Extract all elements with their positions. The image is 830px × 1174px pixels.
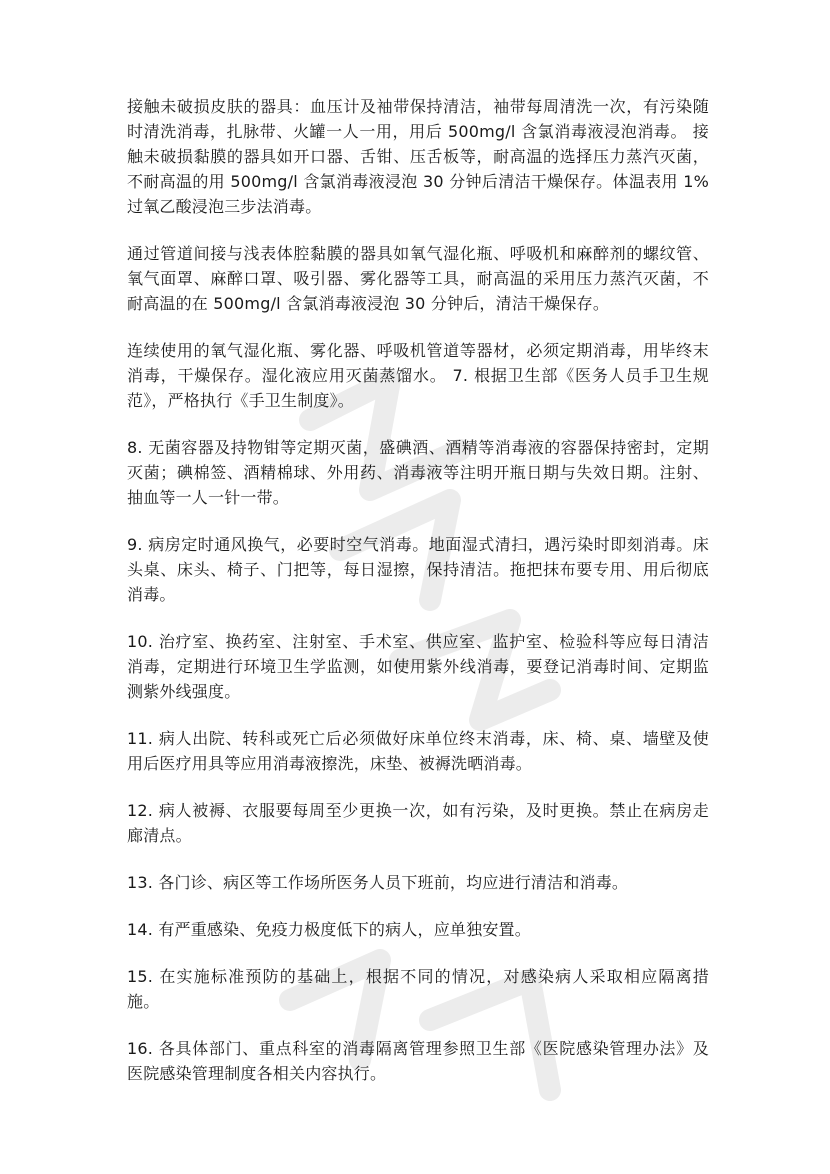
- paragraph-oxygen-humidifier: 连续使用的氧气湿化瓶、雾化器、呼吸机管道等器材，必须定期消毒，用毕终末消毒，干燥保存。湿化液应用灭菌蒸馏水。 7. 根据卫生部《医务人员手卫生规范》，严格执行《手卫生制度》。: [127, 341, 709, 410]
- document-body: [127, 94, 709, 1108]
- paragraph-item-14: 14. 有严重感染、免疫力极度低下的病人，应单独安置。: [127, 920, 531, 939]
- paragraph-item-9: 9. 病房定时通风换气，必要时空气消毒。地面湿式清扫，遇污染时即刻消毒。床头桌、床头、椅子、门把等，每日湿擦，保持清洁。拖把抹布要专用、用后彻底消毒。: [127, 535, 709, 604]
- paragraph-item-12: 12. 病人被褥、衣服要每周至少更换一次，如有污染，及时更换。禁止在病房走廊清点。: [127, 801, 709, 845]
- paragraph-item-10: 10. 治疗室、换药室、注射室、手术室、供应室、监护室、检验科等应每日清洁消毒，定期进行环境卫生学监测，如使用紫外线消毒，要登记消毒时间、定期监测紫外线强度。: [127, 632, 709, 701]
- paragraph-item-13: 13. 各门诊、病区等工作场所医务人员下班前，均应进行清洁和消毒。: [127, 873, 629, 892]
- paragraph-item-16: 16. 各具体部门、重点科室的消毒隔离管理参照卫生部《医院感染管理办法》及医院感染管理制度各相关内容执行。: [127, 1039, 709, 1083]
- paragraph-item-11: 11. 病人出院、转科或死亡后必须做好床单位终末消毒，床、椅、桌、墙壁及使用后医疗用具等应用消毒液擦洗，床垫、被褥洗晒消毒。: [127, 729, 709, 773]
- paragraph-item-8: 8. 无菌容器及持物钳等定期灭菌，盛碘酒、酒精等消毒液的容器保持密封，定期灭菌；碘棉签、酒精棉球、外用药、消毒液等注明开瓶日期与失效日期。注射、抽血等一人一针一带。: [127, 438, 709, 507]
- paragraph-instruments-mucosa: 通过管道间接与浅表体腔黏膜的器具如氧气湿化瓶、呼吸机和麻醉剂的螺纹管、氧气面罩、麻醉口罩、吸引器、雾化器等工具，耐高温的采用压力蒸汽灭菌，不耐高温的在 500mg/l 含氯消毒液浸泡 30 分钟后，清洁干燥保存。: [127, 244, 709, 313]
- paragraph-item-15: 15. 在实施标准预防的基础上，根据不同的情况，对感染病人采取相应隔离措施。: [127, 967, 709, 1011]
- paragraph-instruments-skin: 接触未破损皮肤的器具：血压计及袖带保持清洁，袖带每周清洗一次，有污染随时清洗消毒，扎脉带、火罐一人一用，用后 500mg/l 含氯消毒液浸泡消毒。 接触未破损黏膜的器具如开口器、舌钳、压舌板等，耐高温的选择压力蒸汽灭菌，不耐高温的用 500mg/l 含氯消毒液浸泡 30 分钟后清洁干燥保存。体温表用 1% 过氧乙酸浸泡三步法消毒。: [127, 97, 709, 216]
